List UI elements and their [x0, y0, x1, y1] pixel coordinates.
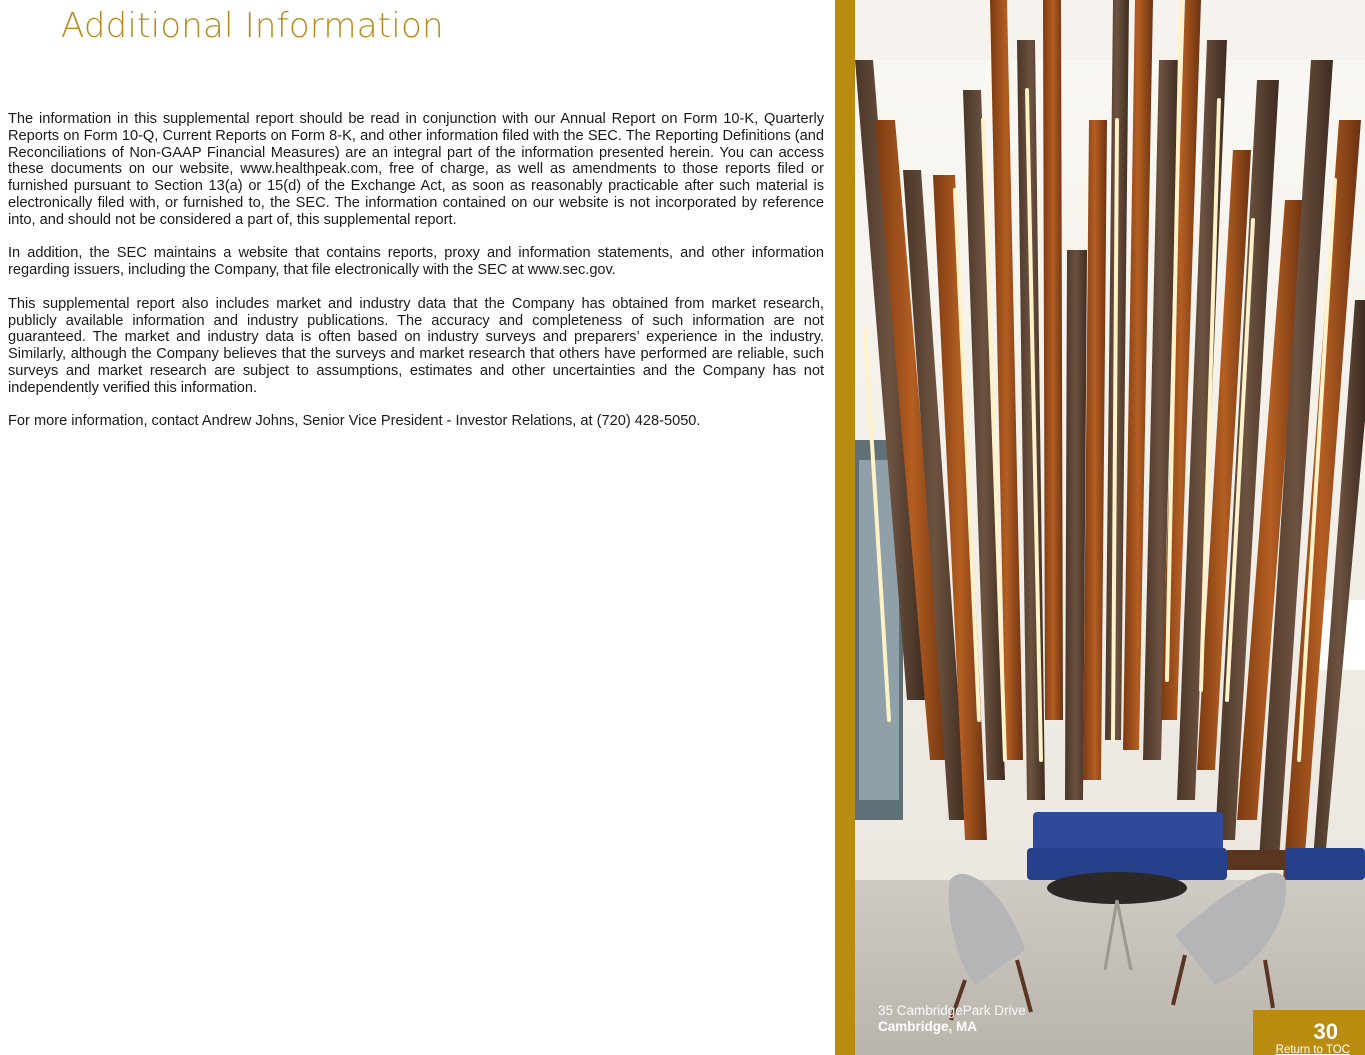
paragraph-sec-website: In addition, the SEC maintains a website that contains reports, proxy and information statements, and other information regarding issuers, including the Company, that file electronically with the SEC at www.sec.gov. [8, 245, 824, 279]
paragraph-market-data: This supplemental report also includes market and industry data that the Company has obtained from market research, publicly available information and industry publications. The accuracy and completeness of such information are not guaranteed. The market and industry data is often based on industry surveys and preparers’ experience in the industry. Similarly, although the Company believes that the surveys and market research that others have performed are reliable, such surveys and market research are subject to assumptions, estimates and other uncertainties and the Company has not independently verified this information. [8, 295, 824, 396]
lobby-photo [855, 0, 1365, 1055]
photo-caption [878, 1003, 1026, 1035]
paragraph-contact: For more information, contact Andrew Johns, Senior Vice President - Investor Relations, at (720) 428-5050. [8, 413, 701, 430]
return-to-toc-link[interactable]: Return to TOC [1275, 1044, 1350, 1055]
page-number: 30 [1313, 1019, 1338, 1044]
page-title: Additional Information [61, 6, 444, 46]
caption-city: Cambridge, MA [878, 1019, 978, 1034]
page-number-box [1253, 1010, 1365, 1055]
body-text [8, 111, 824, 447]
gold-accent-bar [835, 0, 855, 1055]
caption-address: 35 CambridgePark Drive [878, 1003, 1026, 1018]
paragraph-sec-filings: The information in this supplemental report should be read in conjunction with our Annual Report on Form 10-K, Quarterly Reports on Form 10-Q, Current Reports on Form 8-K, and other information filed with the SEC. The Reporting Definitions (and Reconciliations of Non-GAAP Financial Measures) are an integral part of the information presented herein. You can access these documents on our website, www.healthpeak.com, free of charge, as well as amendments to those reports filed or furnished pursuant to Section 13(a) or 15(d) of the Exchange Act, as soon as reasonably practicable after such material is electronically filed with, or furnished to, the SEC. The information contained on our website is not incorporated by reference into, and should not be considered a part of, this supplemental report. [8, 111, 824, 228]
